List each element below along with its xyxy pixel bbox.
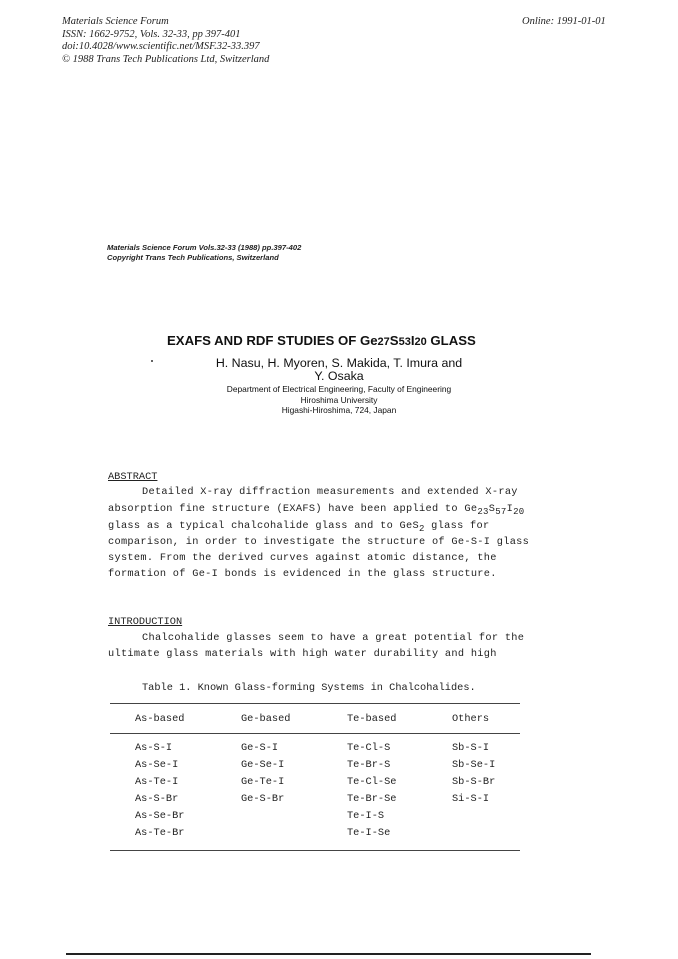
table-cell: Ge-Se-I — [241, 759, 285, 771]
abstract-line2: absorption fine structure (EXAFS) have been applied to $Ge_{23}S_{57}I_{20}$ — [108, 503, 525, 518]
copyright-line: © 1988 Trans Tech Publications Ltd, Switzerland — [62, 53, 270, 65]
table-cell: Te-Cl-S — [347, 742, 391, 754]
table-cell: Te-I-Se — [347, 827, 391, 839]
affiliation — [0, 384, 678, 416]
table-cell: Te-I-S — [347, 810, 385, 822]
introduction-line1: Chalcohalide glasses seem to have a great potential for the — [142, 632, 525, 644]
abstract-line6: formation of Ge-I bonds is evidenced in the glass structure. — [108, 568, 497, 580]
journal-stamp — [107, 243, 301, 263]
table-cell: As-Se-Br — [135, 810, 185, 822]
affil-line3: Higashi-Hiroshima, 724, Japan — [281, 405, 397, 415]
journal-stamp-line2: Copyright Trans Tech Publications, Switzerland — [107, 253, 279, 262]
doi-line: doi:10.4028/www.scientific.net/MSF.32-33.397 — [62, 41, 260, 52]
table-cell: Te-Br-Se — [347, 793, 397, 805]
table-cell: As-S-Br — [135, 793, 179, 805]
abstract-heading: ABSTRACT — [108, 471, 158, 483]
table-cell: As-Te-Br — [135, 827, 185, 839]
introduction-line2: ultimate glass materials with high water durability and high — [108, 648, 497, 660]
table-cell: Si-S-I — [452, 793, 490, 805]
table-cell: As-Se-I — [135, 759, 179, 771]
authors-line2: Y. Osaka — [314, 369, 364, 383]
table-header-as: As-based — [135, 713, 185, 725]
online-date: Online: 1991-01-01 — [522, 16, 606, 27]
table-header-rule — [110, 733, 520, 734]
publication-info — [62, 16, 269, 66]
authors-line1: H. Nasu, H. Myoren, S. Makida, T. Imura and — [215, 356, 463, 370]
affil-line2: Hiroshima University — [300, 394, 378, 405]
abstract-line4: comparison, in order to investigate the structure of Ge-S-I glass — [108, 536, 530, 548]
table-header-te: Te-based — [347, 713, 397, 725]
article-title: EXAFS AND RDF STUDIES OF Ge27S53I20 GLASS — [167, 333, 476, 348]
table-caption: Table 1. Known Glass-forming Systems in Chalcohalides. — [142, 682, 476, 694]
table-cell: Sb-Se-I — [452, 759, 496, 771]
table-cell: As-S-I — [135, 742, 173, 754]
affil-line1: Department of Electrical Engineering, Faculty of Engineering — [226, 384, 452, 394]
table-bottom-rule — [110, 850, 520, 851]
table-cell: Ge-S-I — [241, 742, 279, 754]
table-header-ge: Ge-based — [241, 713, 291, 725]
abstract-line3: glass as a typical chalcohalide glass and to GeS$_2$ glass for — [108, 520, 490, 535]
table-cell: As-Te-I — [135, 776, 179, 788]
table-cell: Ge-Te-I — [241, 776, 285, 788]
table-cell: Te-Br-S — [347, 759, 391, 771]
page-bottom-rule — [66, 953, 591, 955]
journal-stamp-line1: Materials Science Forum Vols.32-33 (1988) pp.397-402 — [107, 243, 302, 252]
table-cell: Sb-S-Br — [452, 776, 496, 788]
journal-name: Materials Science Forum — [62, 16, 169, 27]
issn-line: ISSN: 1662-9752, Vols. 32-33, pp 397-401 — [62, 28, 241, 40]
table-cell: Ge-S-Br — [241, 793, 285, 805]
table-cell: Te-Cl-Se — [347, 776, 397, 788]
table-header-others: Others — [452, 713, 490, 725]
introduction-heading: INTRODUCTION — [108, 616, 183, 628]
abstract-line5: system. From the derived curves against atomic distance, the — [108, 552, 497, 564]
author-list — [0, 357, 678, 383]
table-cell: Sb-S-I — [452, 742, 490, 754]
abstract-line1: Detailed X-ray diffraction measurements and extended X-ray — [142, 486, 518, 498]
table-top-rule — [110, 703, 520, 704]
